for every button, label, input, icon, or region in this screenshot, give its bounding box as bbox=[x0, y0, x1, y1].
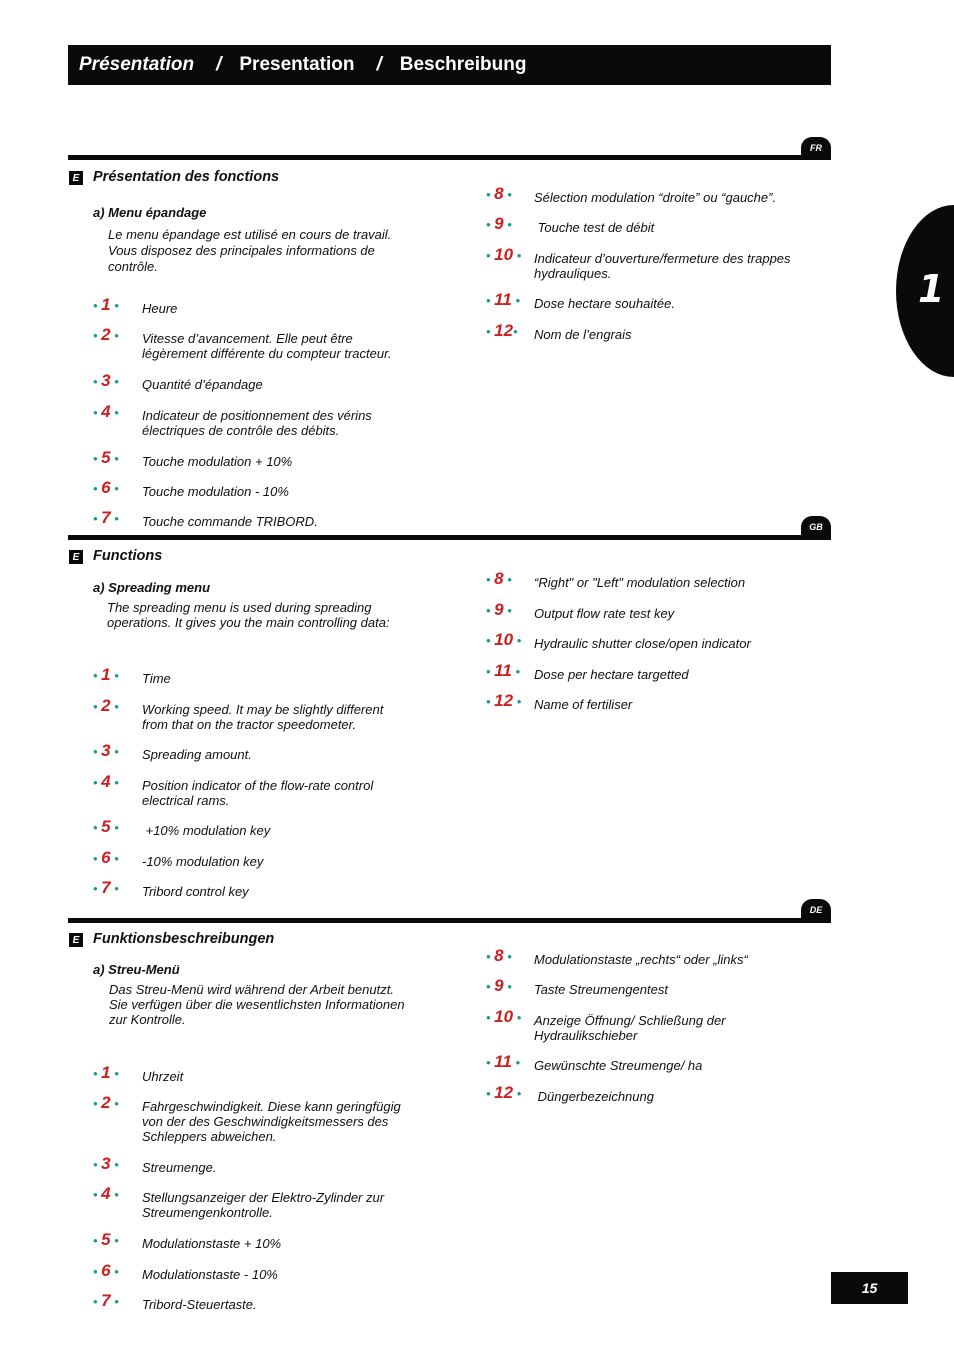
section-subtitle: a) Menu épandage bbox=[93, 205, 207, 220]
item-number bbox=[93, 1186, 119, 1202]
item-text-line: Touche modulation + 10% bbox=[142, 454, 293, 469]
item-text bbox=[142, 301, 422, 316]
bullet-dot: • bbox=[110, 298, 119, 313]
item-text-line: “Right" or "Left" modulation selection bbox=[534, 575, 746, 590]
item-text-line: Time bbox=[142, 671, 171, 686]
bullet-dot: • bbox=[503, 979, 512, 994]
item-text bbox=[534, 606, 834, 621]
item-text bbox=[534, 697, 834, 712]
bullet-dot: • bbox=[513, 1010, 522, 1025]
bullet-dot: • bbox=[486, 949, 495, 964]
header-separator: / bbox=[376, 54, 382, 75]
item-text-line: Anzeige Öffnung/ Schließung der bbox=[534, 1013, 726, 1028]
bullet-dot: • bbox=[110, 1187, 119, 1202]
item-number-value: 2 bbox=[101, 325, 111, 344]
item-number-value: 6 bbox=[101, 848, 111, 867]
item-number bbox=[93, 480, 119, 496]
item-number-value: 12 bbox=[494, 691, 514, 710]
bullet-dot: • bbox=[110, 1096, 119, 1111]
intro-line: Das Streu-Menü wird während der Arbeit benutzt. bbox=[109, 982, 394, 997]
item-text-line: Indicateur d’ouverture/fermeture des trappes bbox=[534, 251, 791, 266]
item-number-value: 2 bbox=[101, 696, 111, 715]
bullet-dot: • bbox=[93, 405, 102, 420]
bullet-dot: • bbox=[486, 324, 495, 339]
language-tab: DE bbox=[801, 899, 831, 921]
bullet-dot: • bbox=[503, 603, 512, 618]
item-number-value: 9 bbox=[494, 600, 504, 619]
item-number bbox=[93, 1156, 119, 1172]
item-number-value: 3 bbox=[101, 1154, 111, 1173]
item-text bbox=[534, 251, 834, 281]
bullet-dot: • bbox=[486, 979, 495, 994]
item-number-value: 5 bbox=[101, 448, 111, 467]
item-text-line: Schleppers abweichen. bbox=[142, 1129, 277, 1144]
bullet-dot: • bbox=[110, 775, 119, 790]
item-number-value: 4 bbox=[101, 402, 111, 421]
item-text-line: Hydraulic shutter close/open indicator bbox=[534, 636, 751, 651]
item-number bbox=[93, 880, 119, 896]
bullet-dot: • bbox=[513, 248, 522, 263]
section-rule bbox=[68, 918, 831, 923]
item-text-line: Streumenge. bbox=[142, 1160, 217, 1175]
item-number bbox=[93, 743, 119, 759]
item-text-line: Gewünschte Streumenge/ ha bbox=[534, 1058, 703, 1073]
item-text bbox=[142, 1190, 422, 1220]
item-text bbox=[142, 514, 422, 529]
item-text-line: Modulationstaste + 10% bbox=[142, 1236, 282, 1251]
item-text bbox=[142, 1099, 422, 1144]
item-number bbox=[486, 1009, 521, 1025]
item-number bbox=[486, 571, 512, 587]
item-text bbox=[534, 636, 834, 651]
section-title: Présentation des fonctions bbox=[93, 169, 280, 185]
item-number-value: 11 bbox=[494, 290, 512, 309]
item-number bbox=[93, 450, 119, 466]
bullet-dot: • bbox=[93, 1096, 102, 1111]
bullet-dot: • bbox=[93, 775, 102, 790]
bullet-dot: • bbox=[513, 324, 518, 339]
bullet-dot: • bbox=[93, 374, 102, 389]
item-number-value: 9 bbox=[494, 976, 504, 995]
item-number bbox=[486, 247, 521, 263]
item-text bbox=[142, 778, 422, 808]
section-marker-box: E bbox=[69, 933, 83, 947]
bullet-dot: • bbox=[486, 694, 495, 709]
bullet-dot: • bbox=[486, 1055, 495, 1070]
page-header-bar bbox=[68, 45, 831, 85]
item-text-line: hydrauliques. bbox=[534, 266, 612, 281]
bullet-dot: • bbox=[93, 1066, 102, 1081]
item-number-value: 8 bbox=[494, 184, 504, 203]
item-number-value: 3 bbox=[101, 741, 111, 760]
language-tab: GB bbox=[801, 516, 831, 538]
item-text bbox=[142, 377, 422, 392]
item-number bbox=[486, 1085, 521, 1101]
item-text-line: Sélection modulation “droite” ou “gauche”. bbox=[534, 190, 777, 205]
item-text bbox=[142, 454, 422, 469]
item-number bbox=[486, 186, 512, 202]
bullet-dot: • bbox=[93, 744, 102, 759]
bullet-dot: • bbox=[93, 668, 102, 683]
item-text-line: Taste Streumengentest bbox=[534, 982, 668, 997]
item-text-line: Touche commande TRIBORD. bbox=[142, 514, 318, 529]
bullet-dot: • bbox=[93, 699, 102, 714]
bullet-dot: • bbox=[110, 405, 119, 420]
bullet-dot: • bbox=[110, 511, 119, 526]
intro-line: Vous disposez des principales informations de bbox=[108, 243, 375, 258]
item-number bbox=[93, 1293, 119, 1309]
item-number-value: 11 bbox=[494, 661, 512, 680]
item-number bbox=[93, 850, 119, 866]
header-separator: / bbox=[216, 54, 222, 75]
section-intro bbox=[108, 227, 391, 275]
bullet-dot: • bbox=[93, 820, 102, 835]
bullet-dot: • bbox=[110, 1294, 119, 1309]
item-number-value: 1 bbox=[101, 665, 111, 684]
item-text-line: Tribord control key bbox=[142, 884, 249, 899]
bullet-dot: • bbox=[503, 187, 512, 202]
bullet-dot: • bbox=[486, 248, 495, 263]
item-text-line: Düngerbezeichnung bbox=[534, 1089, 654, 1104]
item-number bbox=[93, 1065, 119, 1081]
item-text-line: -10% modulation key bbox=[142, 854, 264, 869]
item-text-line: Spreading amount. bbox=[142, 747, 252, 762]
bullet-dot: • bbox=[503, 217, 512, 232]
item-number bbox=[486, 632, 521, 648]
bullet-dot: • bbox=[110, 374, 119, 389]
item-text bbox=[534, 220, 834, 235]
bullet-dot: • bbox=[93, 298, 102, 313]
intro-line: Sie verfügen über die wesentlichsten Informationen bbox=[109, 997, 405, 1012]
item-text bbox=[534, 952, 834, 967]
item-number-value: 7 bbox=[101, 1291, 111, 1310]
item-number bbox=[93, 819, 119, 835]
item-text-line: Working speed. It may be slightly different bbox=[142, 702, 384, 717]
item-number-value: 8 bbox=[494, 946, 504, 965]
item-number bbox=[486, 216, 512, 232]
item-text-line: Touche test de débit bbox=[534, 220, 655, 235]
item-text-line: Touche modulation - 10% bbox=[142, 484, 289, 499]
item-text-line: Hydraulikschieber bbox=[534, 1028, 638, 1043]
item-text-line: Fahrgeschwindigkeit. Diese kann geringfügig bbox=[142, 1099, 401, 1114]
language-tab: FR bbox=[801, 137, 831, 159]
bullet-dot: • bbox=[486, 217, 495, 232]
item-text-line: Indicateur de positionnement des vérins bbox=[142, 408, 372, 423]
intro-line: operations. It gives you the main controlling data: bbox=[107, 615, 390, 630]
item-text bbox=[142, 408, 422, 438]
bullet-dot: • bbox=[513, 694, 522, 709]
item-number bbox=[486, 602, 512, 618]
item-number bbox=[486, 978, 512, 994]
item-number-value: 1 bbox=[101, 1063, 111, 1082]
item-text bbox=[534, 1058, 834, 1073]
item-text-line: Stellungsanzeiger der Elektro-Zylinder zur bbox=[142, 1190, 385, 1205]
item-number bbox=[486, 663, 520, 679]
bullet-dot: • bbox=[93, 481, 102, 496]
bullet-dot: • bbox=[513, 1086, 522, 1101]
section-intro bbox=[109, 982, 405, 1027]
item-number-value: 6 bbox=[101, 1261, 111, 1280]
item-text bbox=[534, 1089, 834, 1104]
bullet-dot: • bbox=[503, 949, 512, 964]
header-title-gb: Presentation bbox=[239, 54, 355, 75]
item-text-line: Uhrzeit bbox=[142, 1069, 184, 1084]
item-text-line: Streumengenkontrolle. bbox=[142, 1205, 273, 1220]
section-marker-box: E bbox=[69, 171, 83, 185]
intro-line: Le menu épandage est utilisé en cours de travail. bbox=[108, 227, 392, 242]
item-number-value: 10 bbox=[494, 630, 514, 649]
bullet-dot: • bbox=[93, 1264, 102, 1279]
item-number-value: 4 bbox=[101, 772, 111, 791]
bullet-dot: • bbox=[486, 633, 495, 648]
item-text bbox=[534, 296, 834, 311]
item-text bbox=[534, 1013, 834, 1043]
item-number-value: 1 bbox=[101, 295, 111, 314]
item-text bbox=[142, 823, 422, 838]
bullet-dot: • bbox=[110, 820, 119, 835]
item-text bbox=[534, 327, 834, 342]
item-text bbox=[142, 854, 422, 869]
bullet-dot: • bbox=[110, 1233, 119, 1248]
item-number bbox=[486, 323, 518, 339]
item-text-line: von der des Geschwindigkeitsmessers des bbox=[142, 1114, 389, 1129]
bullet-dot: • bbox=[110, 744, 119, 759]
item-text-line: Vitesse d’avancement. Elle peut être bbox=[142, 331, 353, 346]
bullet-dot: • bbox=[486, 1010, 495, 1025]
item-text-line: Dose per hectare targetted bbox=[534, 667, 689, 682]
section-title: Funktionsbeschreibungen bbox=[93, 931, 275, 947]
item-number-value: 3 bbox=[101, 371, 111, 390]
item-number bbox=[93, 297, 119, 313]
item-number-value: 2 bbox=[101, 1093, 111, 1112]
item-text bbox=[534, 190, 834, 205]
item-number-value: 9 bbox=[494, 214, 504, 233]
bullet-dot: • bbox=[110, 851, 119, 866]
item-text bbox=[142, 1069, 422, 1084]
item-text bbox=[142, 484, 422, 499]
intro-line: The spreading menu is used during spreading bbox=[107, 600, 372, 615]
item-text-line: +10% modulation key bbox=[142, 823, 271, 838]
bullet-dot: • bbox=[93, 1157, 102, 1172]
item-text bbox=[142, 1236, 422, 1251]
bullet-dot: • bbox=[486, 572, 495, 587]
bullet-dot: • bbox=[93, 511, 102, 526]
bullet-dot: • bbox=[93, 1233, 102, 1248]
item-text-line: légèrement différente du compteur tracteur. bbox=[142, 346, 392, 361]
bullet-dot: • bbox=[110, 881, 119, 896]
item-number bbox=[486, 693, 521, 709]
item-text-line: Quantité d’épandage bbox=[142, 377, 263, 392]
section-rule bbox=[68, 155, 831, 160]
header-title-fr: Présentation bbox=[79, 54, 195, 75]
item-number-value: 12 bbox=[494, 1083, 514, 1102]
item-text bbox=[142, 702, 422, 732]
item-number-value: 4 bbox=[101, 1184, 111, 1203]
bullet-dot: • bbox=[110, 451, 119, 466]
item-number bbox=[93, 1232, 119, 1248]
item-text bbox=[142, 747, 422, 762]
bullet-dot: • bbox=[110, 481, 119, 496]
item-text bbox=[534, 667, 834, 682]
bullet-dot: • bbox=[486, 187, 495, 202]
item-number-value: 10 bbox=[494, 1007, 514, 1026]
chapter-tab bbox=[896, 205, 954, 377]
bullet-dot: • bbox=[486, 664, 495, 679]
item-number bbox=[93, 667, 119, 683]
bullet-dot: • bbox=[110, 1264, 119, 1279]
page-number: 15 bbox=[831, 1272, 908, 1304]
item-number bbox=[93, 1095, 119, 1111]
item-text-line: Modulationstaste „rechts“ oder „links“ bbox=[534, 952, 748, 967]
bullet-dot: • bbox=[511, 664, 520, 679]
item-number bbox=[486, 948, 512, 964]
item-number bbox=[93, 698, 119, 714]
item-number-value: 11 bbox=[494, 1052, 512, 1071]
item-text-line: Output flow rate test key bbox=[534, 606, 675, 621]
item-text bbox=[142, 331, 422, 361]
item-text bbox=[142, 1267, 422, 1282]
item-text bbox=[534, 982, 834, 997]
item-number-value: 5 bbox=[101, 817, 111, 836]
section-subtitle: a) Streu-Menü bbox=[93, 962, 180, 977]
bullet-dot: • bbox=[110, 1157, 119, 1172]
section-rule bbox=[68, 535, 831, 540]
bullet-dot: • bbox=[110, 1066, 119, 1081]
bullet-dot: • bbox=[486, 1086, 495, 1101]
item-text-line: Position indicator of the flow-rate control bbox=[142, 778, 374, 793]
section-subtitle: a) Spreading menu bbox=[93, 580, 211, 595]
item-text bbox=[142, 671, 422, 686]
item-text bbox=[142, 1160, 422, 1175]
item-number bbox=[93, 327, 119, 343]
item-number-value: 10 bbox=[494, 245, 514, 264]
item-number bbox=[486, 1054, 520, 1070]
bullet-dot: • bbox=[110, 699, 119, 714]
bullet-dot: • bbox=[511, 293, 520, 308]
item-number bbox=[93, 1263, 119, 1279]
item-number bbox=[93, 510, 119, 526]
intro-line: contrôle. bbox=[108, 259, 158, 274]
section-marker-box: E bbox=[69, 550, 83, 564]
item-number-value: 5 bbox=[101, 1230, 111, 1249]
bullet-dot: • bbox=[503, 572, 512, 587]
item-text-line: from that on the tractor speedometer. bbox=[142, 717, 357, 732]
item-text-line: Nom de l’engrais bbox=[534, 327, 632, 342]
bullet-dot: • bbox=[110, 328, 119, 343]
header-title-de: Beschreibung bbox=[399, 54, 527, 75]
item-text-line: électriques de contrôle des débits. bbox=[142, 423, 340, 438]
bullet-dot: • bbox=[93, 881, 102, 896]
item-text bbox=[142, 1297, 422, 1312]
bullet-dot: • bbox=[486, 603, 495, 618]
section-intro bbox=[107, 600, 390, 630]
section-title: Functions bbox=[93, 548, 163, 564]
bullet-dot: • bbox=[93, 1294, 102, 1309]
bullet-dot: • bbox=[93, 851, 102, 866]
bullet-dot: • bbox=[511, 1055, 520, 1070]
item-number bbox=[486, 292, 520, 308]
item-number-value: 7 bbox=[101, 878, 111, 897]
item-number bbox=[93, 373, 119, 389]
bullet-dot: • bbox=[513, 633, 522, 648]
bullet-dot: • bbox=[93, 328, 102, 343]
item-text bbox=[142, 884, 422, 899]
bullet-dot: • bbox=[110, 668, 119, 683]
bullet-dot: • bbox=[93, 451, 102, 466]
item-text-line: Heure bbox=[142, 301, 178, 316]
item-number-value: 8 bbox=[494, 569, 504, 588]
item-number-value: 7 bbox=[101, 508, 111, 527]
item-number bbox=[93, 774, 119, 790]
item-text-line: Tribord-Steuertaste. bbox=[142, 1297, 257, 1312]
item-text-line: Dose hectare souhaitée. bbox=[534, 296, 675, 311]
bullet-dot: • bbox=[486, 293, 495, 308]
item-text-line: Name of fertiliser bbox=[534, 697, 633, 712]
bullet-dot: • bbox=[93, 1187, 102, 1202]
item-number-value: 12 bbox=[494, 321, 514, 340]
item-text-line: Modulationstaste - 10% bbox=[142, 1267, 278, 1282]
item-number bbox=[93, 404, 119, 420]
item-number-value: 6 bbox=[101, 478, 111, 497]
intro-line: zur Kontrolle. bbox=[109, 1012, 186, 1027]
item-text-line: electrical rams. bbox=[142, 793, 230, 808]
chapter-number: 1 bbox=[918, 267, 945, 311]
item-text bbox=[534, 575, 834, 590]
